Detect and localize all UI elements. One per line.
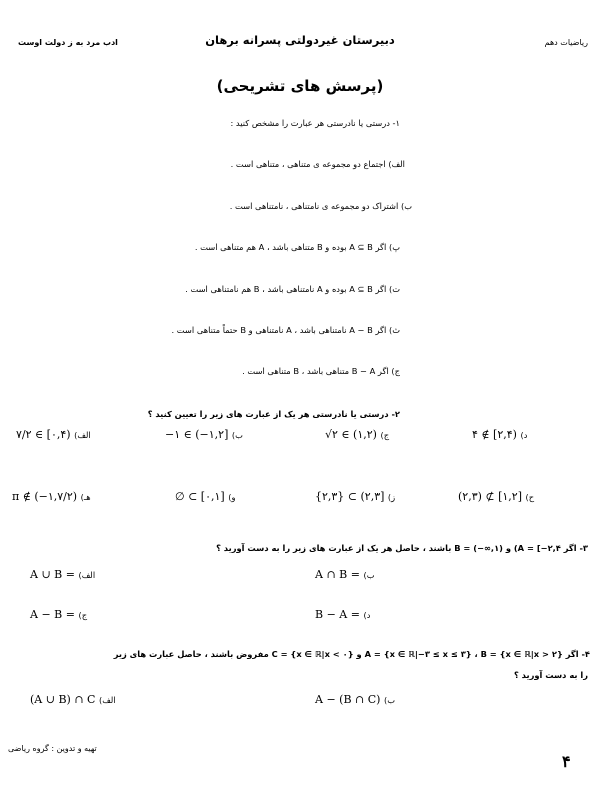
- page-title: (پرسش های تشریحی): [216, 77, 384, 95]
- q2-expr: −۱ ∈ (−۱,۲]: [165, 428, 229, 441]
- q2-label: (و: [228, 492, 236, 502]
- q2-label: (الف: [74, 430, 91, 440]
- q3-label: (د: [363, 610, 371, 620]
- q3-expr: B − A =: [315, 608, 360, 621]
- q2-expr: √۲ ∈ (۱,۲): [325, 428, 377, 441]
- q3-item-dal: [315, 608, 370, 621]
- q4-expr: (A ∪ B) ∩ C: [30, 693, 96, 706]
- q1-item-be: ب) اشتراک دو مجموعه ی نامتناهی ، نامتناهی است .: [229, 201, 412, 211]
- q4-prompt-line1: ۴- اگر A = {x ∈ ℝ|−۳ ≤ x ≤ ۳} ، B = {x ∈ ℝ|x > ۲} و C = {x ∈ ℝ|x < ۰} مفروض باشند ، حاصل عبارت های زیر: [113, 649, 590, 659]
- q2-label: (د: [520, 430, 528, 440]
- q2-label: (ح: [525, 492, 535, 502]
- q2-item-he2: [458, 490, 534, 503]
- q2-item-be: [165, 428, 243, 441]
- q4-item-alef: [30, 693, 116, 706]
- q3-prompt: ۳- اگر A = [−۲,۴) و B = (−∞,۱) باشند ، حاصل هر یک از عبارت های زیر را به دست آورید ؟: [216, 543, 588, 553]
- q2-label: (ب: [231, 430, 243, 440]
- q4-label: (ب: [383, 695, 396, 705]
- q1-prompt: ۱- درستی یا نادرستی هر عبارت را مشخص کنید :: [230, 118, 400, 128]
- q3-expr: A ∪ B =: [30, 568, 75, 581]
- school-name: دبیرستان غیردولتی پسرانه برهان: [205, 33, 395, 47]
- q2-expr: π ∉ (−۱,۷/۲): [12, 490, 78, 503]
- q2-label: (ج: [380, 430, 390, 440]
- header-motto: ادب مرد به ز دولت اوست: [18, 38, 118, 47]
- q2-expr: ۴ ∉ [۲,۴): [472, 428, 517, 441]
- q4-expr: A − (B ∩ C): [315, 693, 381, 706]
- q2-item-jim: [325, 428, 389, 441]
- q3-item-be: [315, 568, 375, 581]
- q4-label: (الف: [98, 695, 116, 705]
- q2-expr: (۲,۳) ⊄ [۱,۲]: [458, 490, 523, 503]
- q3-label: (الف: [78, 570, 96, 580]
- q2-item-dal: [472, 428, 527, 441]
- page-number: ۴: [562, 752, 571, 771]
- q1-item-se: ث) اگر A − B نامتناهی باشد ، A نامتناهی و B حتماً متناهی است .: [171, 325, 400, 335]
- q3-expr: A − B =: [30, 608, 75, 621]
- q3-label: (ج: [78, 610, 88, 620]
- course-name: ریاضیات دهم: [544, 38, 588, 47]
- q4-prompt-line2: را به دست آورید ؟: [513, 670, 588, 680]
- q3-expr: A ∩ B =: [315, 568, 360, 581]
- q3-label: (ب: [363, 570, 375, 580]
- q2-item-alef: [16, 428, 91, 441]
- q2-label: (ز: [387, 492, 396, 502]
- q2-expr: {۲,۳} ⊂ (۲,۳]: [315, 490, 385, 503]
- q3-item-alef: [30, 568, 95, 581]
- q2-item-vav: [175, 490, 235, 503]
- q2-expr: ۷/۲ ∈ [۰,۴): [16, 428, 71, 441]
- q2-item-he: [12, 490, 91, 503]
- q1-item-te: ت) اگر A ⊆ B بوده و A نامتناهی باشد ، B هم نامتناهی است .: [185, 284, 400, 294]
- q4-item-be: [315, 693, 395, 706]
- q2-prompt: ۲- درستی یا نادرستی هر یک از عبارت های زیر را تعیین کنید ؟: [147, 409, 400, 419]
- q3-item-jim: [30, 608, 87, 621]
- q2-label: (هـ: [80, 492, 91, 502]
- q1-item-pe: پ) اگر A ⊆ B بوده و B متناهی باشد ، A هم متناهی است .: [194, 242, 400, 252]
- q2-item-ze: [315, 490, 395, 503]
- q1-item-alef: الف) اجتماع دو مجموعه ی متناهی ، متناهی است .: [230, 159, 405, 169]
- q1-item-jim: ج) اگر B − A متناهی باشد ، B متناهی است .: [242, 366, 400, 376]
- q2-expr: ∅ ⊂ [۰,۱]: [175, 490, 225, 503]
- footer-credit: تهیه و تدوین : گروه ریاضی: [8, 744, 97, 753]
